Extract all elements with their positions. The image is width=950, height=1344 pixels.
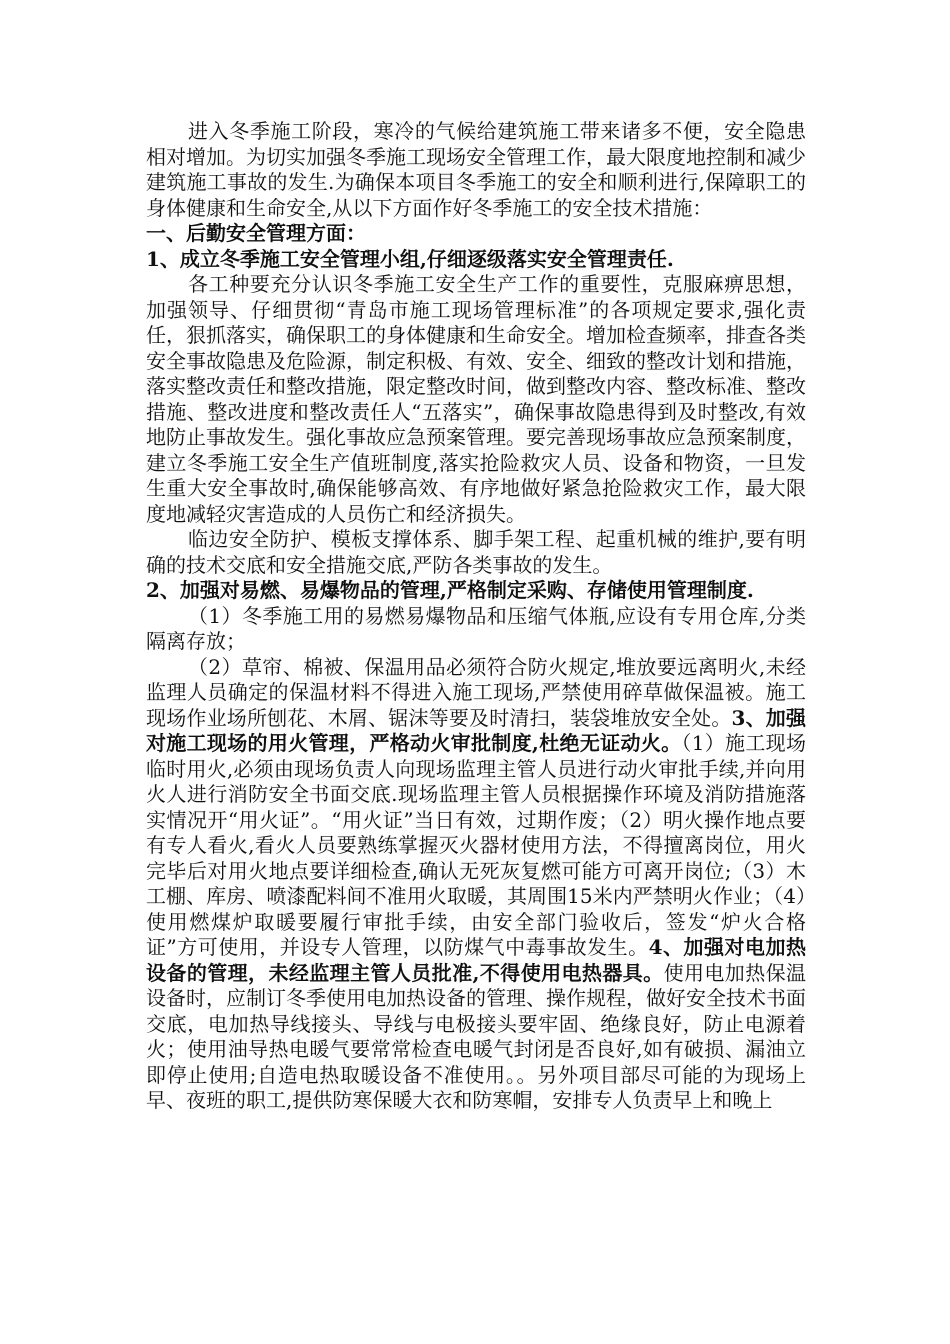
item-2-3-paragraph bbox=[146, 655, 806, 1114]
item-3-text: （1）施工现场临时用火,必须由现场负责人向现场监理主管人员进行动火审批手续,并向用火人进行消防安全书面交底.现场监理主管人员根据操作环境及消防措施落实情况开“用火证”。“用火证”当日有效，过期作废；（2）明火操作地点要有专人看火,看火人员要熟练掌握灭火器材使用方法，不得擅离岗位，用火完毕后对用火地点要详细检查,确认无死灰复燃可能方可离开岗位;（3）木工棚、库房、喷漆配料间不准用火取暖，其周围15米内严禁明火作业；（4）使用燃煤炉取暖要履行审批手续，由安全部门验收后，签发“炉火合格证”方可使用，并设专人管理，以防煤气中毒事故发生。 bbox=[146, 731, 806, 959]
item-3-heading: 3、加强对施工现场的用火管理，严格动火审批制度,杜绝无证动火。 bbox=[146, 705, 807, 755]
item-4-heading: 4、加强对电加热设备的管理，未经监理主管人员批准,不得使用电热器具。 bbox=[146, 935, 806, 985]
item-1-heading: 1、成立冬季施工安全管理小组,仔细逐级落实安全管理责任. bbox=[146, 246, 674, 271]
item-2-sub-2: （2）草帘、棉被、保温用品必须符合防火规定,堆放要远离明火,未经监理人员确定的保温材料不得进入施工现场,严禁使用碎草做保温被。施工现场作业场所刨花、木屑、锯沫等要及时清扫，装袋堆放安全处。 bbox=[146, 654, 806, 730]
item-2-sub-1: （1）冬季施工用的易燃易爆物品和压缩气体瓶,应设有专用仓库,分类隔离存放； bbox=[146, 603, 806, 653]
item-2-heading: 2、加强对易燃、易爆物品的管理,严格制定采购、存储使用管理制度. bbox=[146, 578, 754, 602]
document-body bbox=[146, 119, 806, 1114]
item-1-paragraph-2: 临边安全防护、模板支撑体系、脚手架工程、起重机械的维护,要有明确的技术交底和安全措施交底,严防各类事故的发生。 bbox=[146, 527, 806, 577]
item-1-paragraph-1: 各工种要充分认识冬季施工安全生产工作的重要性，克服麻痹思想，加强领导、仔细贯彻“青岛市施工现场管理标准”的各项规定要求,强化责任，狠抓落实，确保职工的身体健康和生命安全。增加检查频率，排查各类安全事故隐患及危险源，制定积极、有效、安全、细致的整改计划和措施，落实整改责任和整改措施，限定整改时间，做到整改内容、整改标准、整改措施、整改进度和整改责任人“五落实”，确保事故隐患得到及时整改,有效地防止事故发生。强化事故应急预案管理。要完善现场事故应急预案制度，建立冬季施工安全生产值班制度,落实抢险救灾人员、设备和物资，一旦发生重大安全事故时,确保能够高效、有序地做好紧急抢险救灾工作，最大限度地减轻灾害造成的人员伤亡和经济损失。 bbox=[146, 272, 806, 526]
item-4-text: 使用电加热保温设备时，应制订冬季使用电加热设备的管理、操作规程，做好安全技术书面交底，电加热导线接头、导线与电极接头要牢固、绝缘良好，防止电源着火；使用油导热电暖气要常常检查电暖气封闭是否良好,如有破损、漏油立即停止使用;自造电热取暖设备不准使用。。另外项目部尽可能的为现场上早、夜班的职工,提供防寒保暖大衣和防寒帽，安排专人负责早上和晚上 bbox=[146, 960, 807, 1112]
section-1-heading: 一、后勤安全管理方面： bbox=[146, 221, 366, 245]
intro-paragraph: 进入冬季施工阶段，寒冷的气候给建筑施工带来诸多不便，安全隐患相对增加。为切实加强冬季施工现场安全管理工作，最大限度地控制和减少建筑施工事故的发生.为确保本项目冬季施工的安全和顺利进行,保障职工的身体健康和生命安全,从以下方面作好冬季施工的安全技术措施： bbox=[146, 119, 806, 220]
